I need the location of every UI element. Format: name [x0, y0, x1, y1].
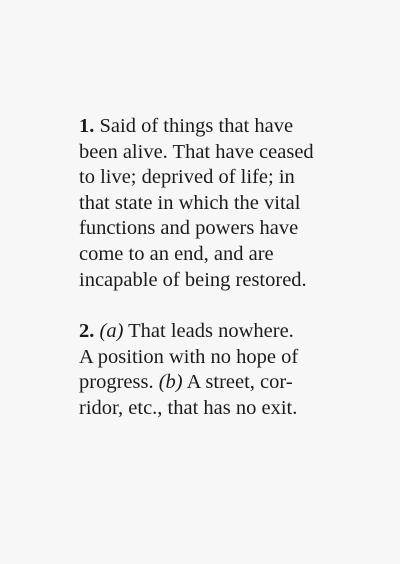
entry-text: Said of things that have [94, 115, 294, 137]
entry-1-line-4: that state in which the vital [79, 191, 301, 214]
entry-number: 1. [79, 115, 95, 137]
entry-1-line-2: been alive. That have ceased [79, 140, 314, 163]
definition-text [79, 114, 379, 422]
definition-entry-2 [79, 319, 379, 421]
entry-text: That leads nowhere. [123, 320, 294, 343]
entry-2-line-1 [79, 319, 379, 345]
definition-entry-1 [79, 114, 379, 293]
entry-text: progress. [79, 371, 159, 394]
entry-1-line-7: incapable of being restored. [79, 268, 307, 291]
entry-1-line-5: functions and powers have [79, 217, 299, 240]
sense-label-b: (b) [158, 371, 183, 394]
entry-2-line-3 [79, 370, 379, 396]
entry-1-line-1 [79, 114, 379, 140]
entry-1-line-6: come to an end, and are [79, 242, 274, 265]
entry-2-line-4: ridor, etc., that has no exit. [79, 396, 298, 419]
entry-text: A street, cor- [182, 371, 293, 394]
entry-1-line-3: to live; deprived of life; in [79, 166, 295, 189]
sense-label-a: (a) [99, 320, 124, 343]
entry-2-line-2: A position with no hope of [79, 345, 299, 368]
entry-number: 2. [79, 320, 95, 343]
